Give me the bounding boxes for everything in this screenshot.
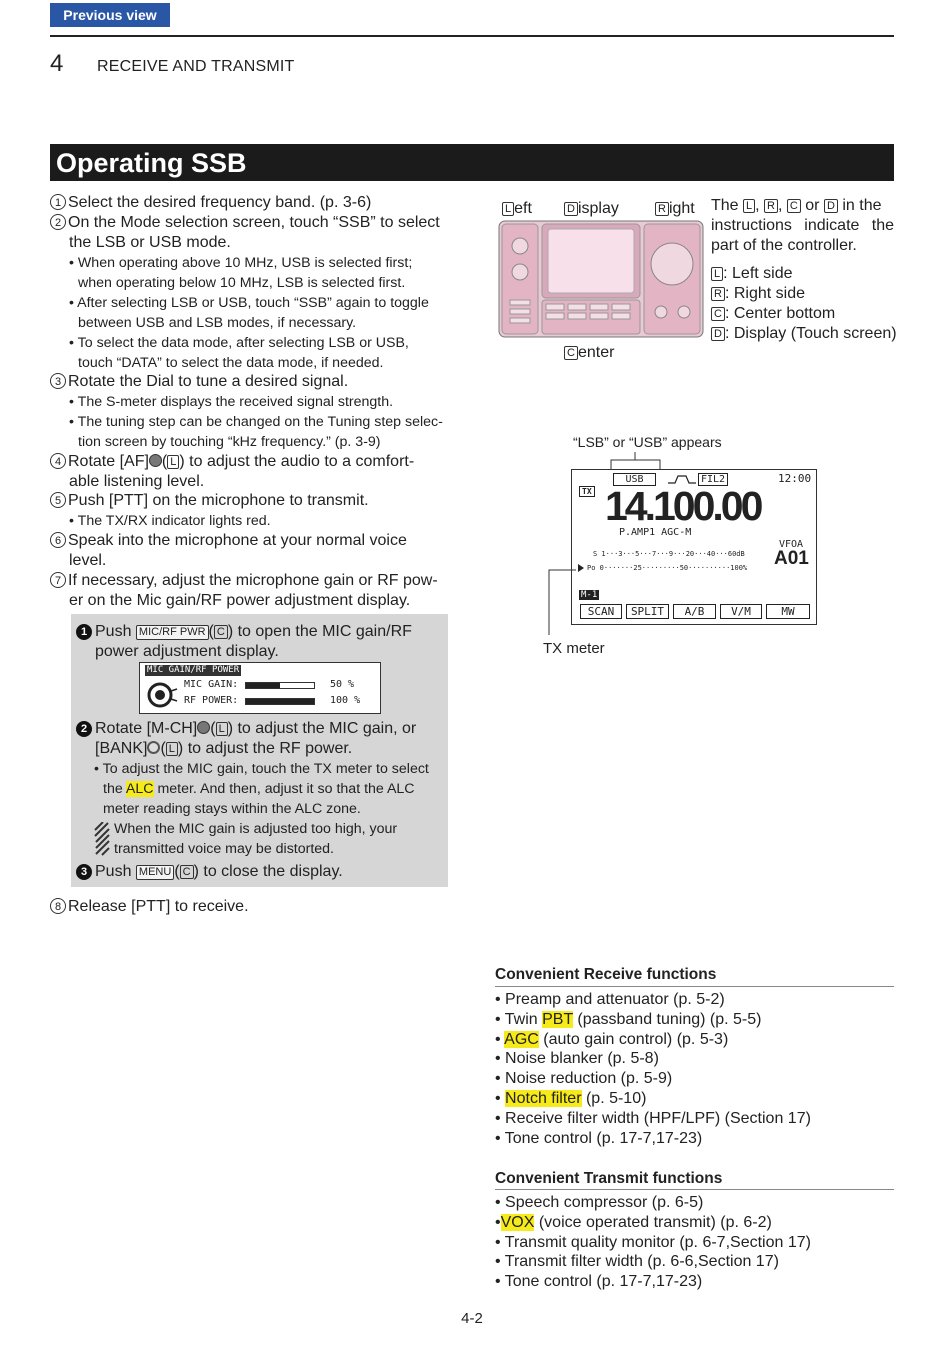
receive-functions-list (495, 990, 811, 1148)
controller-desc-line3: part of the controller. (711, 237, 857, 254)
step-number: 1 (50, 194, 66, 210)
step-3-bullet-1: • The S-meter displays the received signal strength. (69, 394, 394, 410)
memory-channel: A01 (774, 548, 809, 569)
menu-key: MENU (136, 865, 174, 880)
mic-gain-rf-power-display (139, 662, 381, 714)
header-rule (50, 35, 894, 37)
list-item: • Preamp and attenuator (p. 5-2) (495, 991, 725, 1008)
af-knob-icon (149, 454, 162, 467)
filter-indicator: FIL2 (698, 473, 728, 486)
tx-meter-callout-line (545, 565, 577, 635)
list-item: • Tone control (p. 17-7,17-23) (495, 1129, 703, 1147)
list-item: • Tone control (p. 17-7,17-23) (495, 1273, 703, 1291)
step-2-bullet-2: • After selecting LSB or USB, touch “SSB” again to toggle (69, 295, 429, 311)
preamp-agc-status: P.AMP1 AGC-M (619, 527, 692, 538)
m-ch-knob-icon (197, 721, 210, 734)
previous-view-button[interactable]: Previous view (50, 3, 170, 27)
page-number: 4-2 (461, 1310, 483, 1327)
substep-3: 3 Push MENU ( C ) to close the display. (76, 862, 343, 882)
meter-pointer-icon (578, 564, 584, 572)
step-2: 2 On the Mode selection screen, touch “SSB” to select (50, 213, 440, 233)
transmit-functions-heading: Convenient Transmit functions (495, 1170, 723, 1187)
legend-right: R : Right side (711, 284, 805, 304)
tx-meter-label: TX meter (543, 640, 605, 657)
mic-gain-value: 50 % (330, 679, 355, 690)
list-item: • Speech compressor (p. 6-5) (495, 1194, 704, 1211)
key-c-icon: C (214, 625, 228, 639)
mode-indicator: USB (613, 473, 656, 486)
alc-highlight: ALC (125, 781, 154, 797)
scan-button[interactable]: SCAN (580, 604, 622, 619)
receive-functions-heading: Convenient Receive functions (495, 966, 717, 983)
legend-center: C : Center bottom (711, 304, 835, 324)
substep-1: 1 Push MIC/RF PWR ( C ) to open the MIC gain/RF (76, 622, 412, 642)
step-8: 8 Release [PTT] to receive. (50, 897, 249, 917)
transmit-functions-list (495, 1193, 811, 1292)
step-2-bullet-3-cont: touch “DATA” to select the data mode, if needed. (78, 355, 384, 371)
a-b-button[interactable]: A/B (673, 604, 716, 619)
memory-bank-label: M-1 (581, 590, 598, 600)
step-7-line2: er on the Mic gain/RF power adjustment display. (69, 592, 411, 609)
po-meter-scale: Po 0·······25·········50··········100% (587, 564, 748, 572)
step-3: 3 Rotate the Dial to tune a desired signal. (50, 372, 348, 392)
step-5-bullet-1: • The TX/RX indicator lights red. (69, 513, 271, 529)
step-3-bullet-2-cont: tion screen by touching “kHz frequency.” (p. 3-9) (78, 434, 381, 450)
caution-note-line1: When the MIC gain is adjusted too high, your (114, 821, 398, 837)
mic-gain-label: MIC GAIN: (184, 679, 239, 690)
step-4-line2: able listening level. (69, 473, 205, 490)
chapter-title: RECEIVE AND TRANSMIT (97, 58, 295, 75)
rf-power-value: 100 % (330, 695, 361, 706)
step-5: 5 Push [PTT] on the microphone to transmit. (50, 491, 369, 511)
lcd-screen (571, 469, 817, 625)
list-item: • Noise reduction (p. 5-9) (495, 1070, 673, 1088)
label-left: L eft (502, 199, 532, 219)
vfo-indicator: VFOA (779, 539, 804, 550)
mic-rf-pwr-key: MIC/RF PWR (136, 625, 209, 640)
tx-indicator: TX (579, 486, 595, 497)
bank-knob-icon (147, 741, 160, 754)
list-item: • AGC (auto gain control) (p. 5-3) (495, 1030, 729, 1048)
step-2-bullet-1-cont: when operating below 10 MHz, LSB is selected first. (78, 275, 406, 291)
controller-illustration (498, 220, 704, 338)
list-item: • Transmit quality monitor (p. 6-7,Section 17) (495, 1233, 811, 1251)
chapter-number: 4 (50, 50, 64, 77)
transmit-heading-rule (495, 1189, 894, 1190)
legend-display: D : Display (Touch screen) (711, 324, 897, 344)
step-2-bullet-2-cont: between USB and LSB modes, if necessary. (78, 315, 357, 331)
label-right: R ight (655, 199, 695, 219)
step-4: 4 Rotate [AF] ( L ) to adjust the audio to a comfort- (50, 452, 414, 472)
agc-highlight: AGC (504, 1030, 539, 1048)
mic-display-title: MIC GAIN/RF POWER (147, 665, 240, 675)
frequency-readout: 14.100.00 (605, 483, 761, 529)
step-1: 1 Select the desired frequency band. (p. 3-6) (50, 193, 371, 213)
controller-desc-line2: instructions indicate the (711, 217, 894, 234)
rf-power-bar (245, 698, 315, 705)
callout-bracket (610, 452, 662, 470)
list-item: • Noise blanker (p. 5-8) (495, 1050, 659, 1068)
caution-stripes-icon (94, 822, 110, 856)
step-6: 6 Speak into the microphone at your normal voice (50, 531, 407, 551)
substep-2-bullet-cont: the ALC meter. And then, adjust it so that the ALC (103, 781, 415, 797)
dial-icon (146, 680, 178, 710)
key-l-icon: L (167, 455, 179, 469)
list-item: • Twin PBT (passband tuning) (p. 5-5) (495, 1010, 762, 1028)
caution-note-line2: transmitted voice may be distorted. (114, 841, 335, 857)
split-button[interactable]: SPLIT (626, 604, 669, 619)
list-item: • Notch filter (p. 5-10) (495, 1089, 647, 1107)
step-2-line2: the LSB or USB mode. (69, 234, 231, 251)
step-2-bullet-1: • When operating above 10 MHz, USB is selected first; (69, 255, 413, 271)
rf-power-label: RF POWER: (184, 695, 239, 706)
mic-gain-bar (245, 682, 315, 689)
list-item: •VOX (voice operated transmit) (p. 6-2) (495, 1213, 772, 1231)
step-3-bullet-2: • The tuning step can be changed on the Tuning step selec- (69, 414, 443, 430)
vox-highlight: VOX (500, 1213, 535, 1231)
notch-filter-highlight: Notch filter (505, 1089, 582, 1107)
s-meter-scale: S 1···3···5···7···9···20···40···60dB (593, 550, 745, 558)
receive-heading-rule (495, 986, 894, 987)
list-item: • Transmit filter width (p. 6-6,Section 17) (495, 1253, 779, 1271)
substep-2: 2 Rotate [M-CH] ( L ) to adjust the MIC gain, or (76, 719, 416, 739)
v-m-button[interactable]: V/M (720, 604, 762, 619)
clock: 12:00 (778, 472, 812, 485)
lsb-usb-appears-callout: “LSB” or “USB” appears (573, 434, 722, 450)
list-item: • Receive filter width (HPF/LPF) (Section 17) (495, 1109, 811, 1127)
step-6-line2: level. (69, 552, 107, 569)
substep-1-line2: power adjustment display. (95, 643, 279, 660)
mw-button[interactable]: MW (766, 604, 810, 619)
label-display: D isplay (564, 199, 619, 219)
controller-desc-line1: The L , R , C or D in the (711, 197, 882, 214)
step-7: 7 If necessary, adjust the microphone gain or RF pow- (50, 571, 438, 591)
label-center: C enter (564, 343, 614, 363)
substep-2-line2: [BANK] ( L ) to adjust the RF power. (95, 740, 353, 757)
section-title: Operating SSB (50, 144, 894, 181)
pbt-highlight: PBT (542, 1010, 573, 1028)
legend-left: L : Left side (711, 264, 793, 284)
substep-2-bullet: • To adjust the MIC gain, touch the TX meter to select (94, 761, 429, 777)
substep-2-bullet-cont2: meter reading stays within the ALC zone. (103, 801, 361, 817)
step-2-bullet-3: • To select the data mode, after selecting LSB or USB, (69, 335, 409, 351)
